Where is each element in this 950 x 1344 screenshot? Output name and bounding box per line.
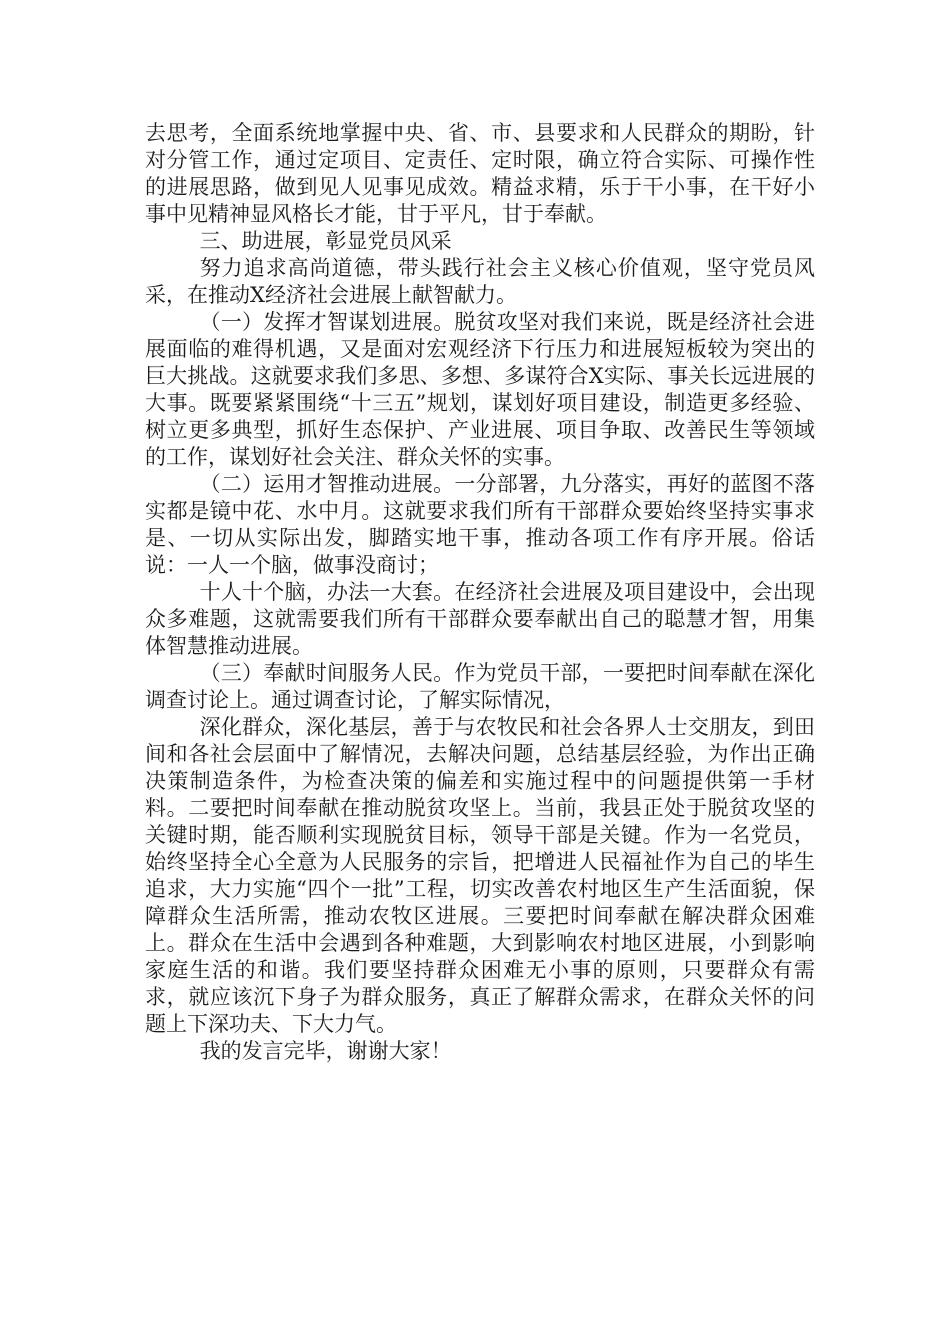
- paragraph-item-1: （一）发挥才智谋划进展。脱贫攻坚对我们来说，既是经济社会进展面临的难得机遇，又是面对宏观经济下行压力和进展短板较为突出的巨大挑战。这就要求我们多思、多想、多谋符合X实际、事关长远进展的大事。既要紧紧围绕“十三五”规划，谋划好项目建设，制造更多经验、树立更多典型，抓好生态保护、产业进展、项目争取、改善民生等领域的工作，谋划好社会关注、群众关怀的实事。: [145, 310, 815, 469]
- paragraph-intro: 努力追求高尚道德，带头践行社会主义核心价值观，坚守党员风采，在推动X经济社会进展上献智献力。: [145, 256, 815, 307]
- paragraph-item-2: （二）运用才智推动进展。一分部署，九分落实，再好的蓝图不落实都是镜中花、水中月。这就要求我们所有干部群众要始终坚持实事求是、一切从实际出发，脚踏实地干事，推动各项工作有序开展。俗话说：一人一个脑，做事没商讨；: [145, 472, 815, 577]
- paragraph-item-3: （三）奉献时间服务人民。作为党员干部，一要把时间奉献在深化调查讨论上。通过调查讨论，了解实际情况，: [145, 661, 815, 712]
- paragraph-continuation: 去思考，全面系统地掌握中央、省、市、县要求和人民群众的期盼，针对分管工作，通过定项目、定责任、定时限，确立符合实际、可操作性的进展思路，做到见人见事见成效。精益求精，乐于干小事，在干好小事中见精神显风格长才能，甘于平凡，甘于奉献。: [145, 121, 815, 226]
- paragraph-item-2-cont: 十人十个脑，办法一大套。在经济社会进展及项目建设中，会出现众多难题，这就需要我们所有干部群众要奉献出自己的聪慧才智，用集体智慧推动进展。: [145, 580, 815, 658]
- paragraph-closing: 我的发言完毕，谢谢大家！: [199, 1039, 452, 1063]
- paragraph-item-3-cont: 深化群众，深化基层，善于与农牧民和社会各界人士交朋友，到田间和各社会层面中了解情况，去解决问题，总结基层经验，为作出正确决策制造条件，为检查决策的偏差和实施过程中的问题提供第一手材料。二要把时间奉献在推动脱贫攻坚上。当前，我县正处于脱贫攻坚的关键时期，能否顺利实现脱贫目标，领导干部是关键。作为一名党员，始终坚持全心全意为人民服务的宗旨，把增进人民福祉作为自己的毕生追求，大力实施“四个一批”工程，切实改善农村地区生产生活面貌，保障群众生活所需，推动农牧区进展。三要把时间奉献在解决群众困难上。群众在生活中会遇到各种难题，大到影响农村地区进展，小到影响家庭生活的和谐。我们要坚持群众困难无小事的原则，只要群众有需求，就应该沉下身子为群众服务，真正了解群众需求，在群众关怀的问题上下深功夫、下大力气。: [145, 715, 815, 1036]
- document-body: [145, 120, 815, 1065]
- section-heading: 三、助进展，彰显党员风采: [199, 229, 452, 253]
